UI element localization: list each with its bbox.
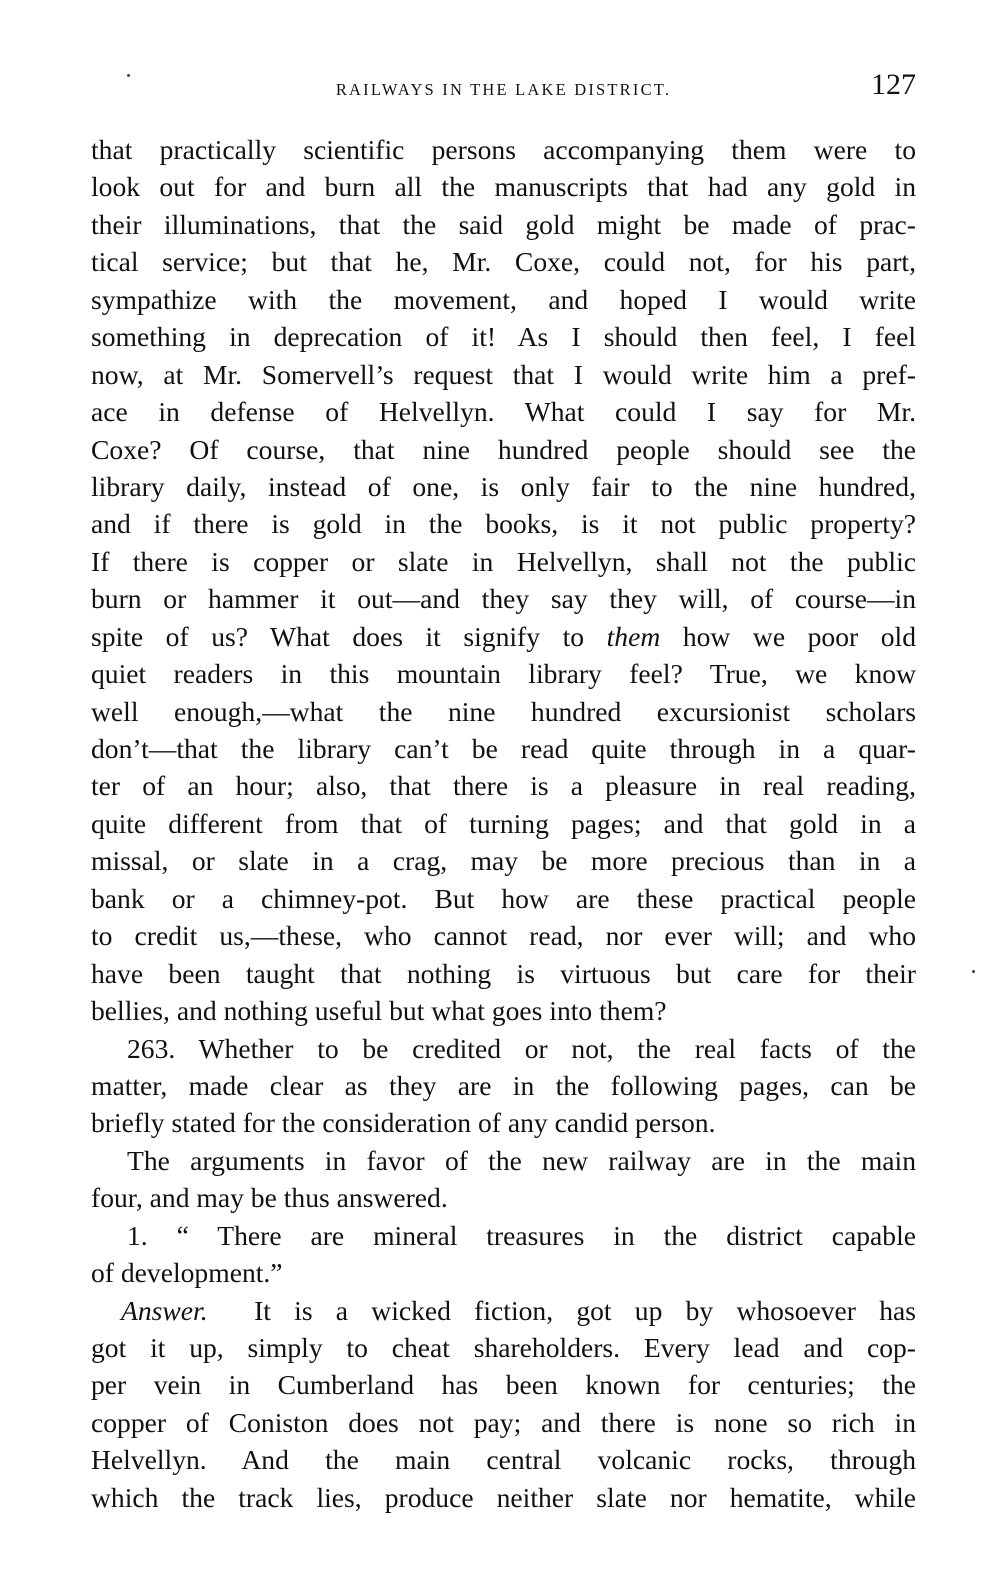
text-line: Coxe? Of course, that nine hundred people should see the xyxy=(91,433,916,465)
text-line: matter, made clear as they are in the following pages, can be xyxy=(91,1069,916,1101)
text-line: sympathize with the movement, and hoped I would write xyxy=(91,283,916,315)
text-line: four, and may be thus answered. xyxy=(91,1182,448,1214)
text-line: briefly stated for the consideration of any candid person. xyxy=(91,1107,716,1139)
answer-line xyxy=(91,1292,916,1329)
text-line: don’t—that the library can’t be read quite through in a quar- xyxy=(91,733,916,764)
text-line: bellies, and nothing useful but what goes into them? xyxy=(91,995,667,1027)
text-line: something in deprecation of it! As I should then feel, I feel xyxy=(91,321,916,353)
text-line: bank or a chimney-pot. But how are these practical people xyxy=(91,882,916,914)
text-line: library daily, instead of one, is only fair to the nine hundred, xyxy=(91,470,916,502)
text-line: now, at Mr. Somervell’s request that I would write him a pref- xyxy=(91,358,916,390)
text-line: copper of Coniston does not pay; and there is none so rich in xyxy=(91,1406,916,1438)
text-line: per vein in Cumberland has been known for centuries; the xyxy=(91,1369,916,1401)
text-line: If there is copper or slate in Helvellyn, shall not the public xyxy=(91,545,916,577)
body-text xyxy=(91,131,916,1516)
text-run: how we poor old xyxy=(682,620,917,652)
text-line: and if there is gold in the books, is it not public property? xyxy=(91,508,916,540)
text-line: burn or hammer it out—and they say they will, of course—in xyxy=(91,583,916,615)
text-line: which the track lies, produce neither slate nor hematite, while xyxy=(91,1481,916,1513)
numbered-argument-1: 1. “ There are mineral treasures in the district capable xyxy=(127,1219,916,1251)
text-line: that practically scientific persons accompanying them were to xyxy=(91,134,916,165)
italic-word: them xyxy=(606,620,661,652)
text-line: their illuminations, that the said gold might be made of prac- xyxy=(91,208,916,240)
text-line: tical service; but that he, Mr. Coxe, could not, for his part, xyxy=(91,246,916,278)
text-line: have been taught that nothing is virtuous but care for their xyxy=(91,957,916,989)
text-line-with-italic xyxy=(91,618,916,655)
answer-label: Answer. xyxy=(121,1294,208,1326)
running-title: RAILWAYS IN THE LAKE DISTRICT. xyxy=(335,80,672,99)
text-line: ter of an hour; also, that there is a pleasure in real reading, xyxy=(91,770,916,802)
paragraph-start: The arguments in favor of the new railway are in the main xyxy=(127,1144,916,1176)
text-line: quiet readers in this mountain library feel? True, we know xyxy=(91,658,916,690)
text-run: It is a wicked fiction, got up by whosoever has xyxy=(254,1294,916,1326)
text-line: quite different from that of turning pages; and that gold in a xyxy=(91,807,916,839)
text-line: well enough,—what the nine hundred excursionist scholars xyxy=(91,695,916,727)
text-line: of development.” xyxy=(91,1257,283,1289)
text-run: spite of us? What does it signify to xyxy=(91,620,585,652)
text-line: got it up, simply to cheat shareholders. Every lead and cop- xyxy=(91,1332,916,1363)
text-line: look out for and burn all the manuscripts that had any gold in xyxy=(91,171,916,203)
page-number: 127 xyxy=(871,68,916,101)
text-line: to credit us,—these, who cannot read, nor ever will; and who xyxy=(91,920,916,952)
text-line: Helvellyn. And the main central volcanic rocks, through xyxy=(91,1444,916,1476)
text-line: ace in defense of Helvellyn. What could I say for Mr. xyxy=(91,396,916,428)
running-head xyxy=(91,68,916,108)
paragraph-263-start: 263. Whether to be credited or not, the real facts of the xyxy=(127,1032,916,1064)
margin-speck xyxy=(972,970,975,973)
text-line: missal, or slate in a crag, may be more precious than in a xyxy=(91,845,916,877)
